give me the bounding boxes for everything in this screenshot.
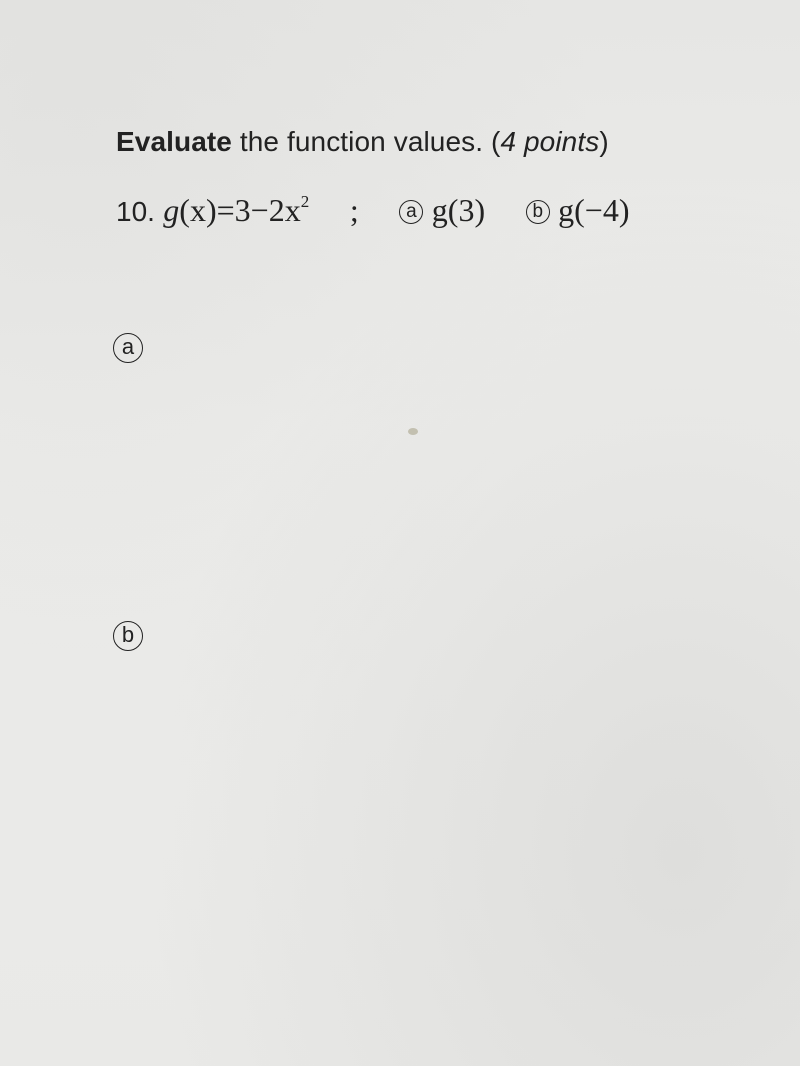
function-definition (163, 192, 309, 228)
instruction-bold: Evaluate (116, 126, 232, 157)
instruction-points: 4 points (500, 126, 600, 157)
instruction-text (116, 126, 609, 158)
part-a-marker: a (399, 200, 423, 224)
instruction-close: ) (599, 126, 609, 157)
part-b-expression: g(−4) (558, 192, 630, 228)
function-name: g (163, 192, 180, 228)
answer-label-a: a (113, 333, 143, 363)
answer-label-b: b (113, 621, 143, 651)
function-rule: =3−2x (216, 192, 301, 228)
problem-separator: ; (349, 192, 359, 228)
function-exponent: 2 (300, 192, 310, 211)
problem-10 (116, 192, 630, 229)
part-b-marker: b (526, 200, 550, 224)
function-argument: (x) (179, 192, 217, 228)
problem-number: 10. (116, 196, 155, 227)
part-a-expression: g(3) (431, 192, 486, 228)
instruction-rest: the function values. ( (231, 126, 501, 157)
paper-speck (408, 428, 418, 435)
